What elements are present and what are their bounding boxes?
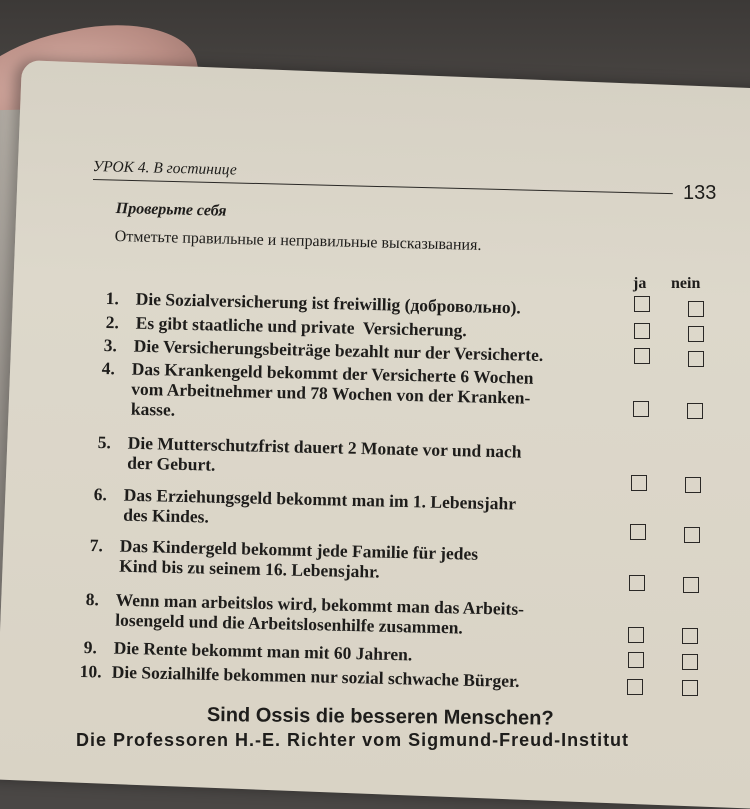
statement-text: Wenn man arbeitslos wird, bekommt man das Arbeits- losengeld und die Arbeitslosenhilfe zusammen. — [115, 589, 525, 638]
statement-text: Es gibt staatliche und private Versicherung. — [135, 312, 467, 341]
checkbox-nein-6[interactable] — [684, 527, 700, 543]
body-text-line: Die Professoren H.-E. Richter vom Sigmund-Freud-Institut — [76, 730, 630, 750]
checkbox-ja-1[interactable] — [634, 296, 650, 312]
checkbox-nein-9[interactable] — [682, 654, 698, 670]
checkbox-nein-10[interactable] — [682, 680, 698, 696]
checkbox-ja-7[interactable] — [629, 575, 645, 591]
column-label-ja: ja — [633, 275, 647, 292]
statement-4 — [101, 358, 534, 428]
checkbox-nein-3[interactable] — [688, 351, 704, 367]
checkbox-ja-2[interactable] — [634, 323, 650, 339]
statement-number: 10. — [79, 661, 102, 682]
statement-9 — [84, 637, 413, 664]
statement-number: 7. — [89, 535, 104, 556]
statement-text: Die Sozialhilfe bekommen nur sozial schwache Bürger. — [111, 661, 520, 691]
statement-number: 4. — [101, 358, 116, 379]
checkbox-nein-5[interactable] — [685, 477, 701, 493]
statement-number: 3. — [103, 335, 118, 356]
column-label-nein: nein — [671, 275, 701, 292]
checkbox-ja-5[interactable] — [631, 475, 647, 491]
subheading: Sind Ossis die besseren Menschen? — [206, 704, 554, 730]
statement-number: 6. — [93, 484, 108, 505]
statement-text: Das Erziehungsgeld bekommt man im 1. Lebensjahr des Kindes. — [123, 484, 517, 527]
statement-number: 1. — [105, 288, 120, 309]
statement-10 — [80, 661, 520, 691]
statement-text: Die Mutterschutzfrist dauert 2 Monate vor und nach der Geburt. — [127, 432, 522, 475]
statement-8 — [85, 589, 524, 639]
checkbox-ja-3[interactable] — [634, 348, 650, 364]
statement-number: 5. — [97, 432, 112, 453]
checkbox-nein-4[interactable] — [687, 403, 703, 419]
statement-number: 8. — [85, 589, 100, 610]
checkbox-ja-10[interactable] — [627, 679, 643, 695]
checkbox-nein-8[interactable] — [682, 628, 698, 644]
section-title: Проверьте себя — [115, 200, 227, 220]
running-head: УРОК 4. В гостинице — [92, 158, 237, 179]
checkbox-nein-7[interactable] — [683, 577, 699, 593]
statement-text: Die Versicherungsbeiträge bezahlt nur der Versicherte. — [133, 335, 544, 365]
statement-text: Das Kindergeld bekommt jede Familie für jedes Kind bis zu seinem 16. Lebensjahr. — [119, 535, 479, 582]
statement-number: 9. — [83, 637, 98, 658]
statement-number: 2. — [105, 312, 120, 333]
checkbox-nein-1[interactable] — [688, 301, 704, 317]
header-rule — [93, 179, 673, 194]
checkbox-ja-6[interactable] — [630, 524, 646, 540]
checkbox-ja-4[interactable] — [633, 401, 649, 417]
statement-text: Die Rente bekommt man mit 60 Jahren. — [113, 637, 413, 665]
checkbox-ja-9[interactable] — [628, 652, 644, 668]
statement-5 — [97, 432, 522, 482]
statement-6 — [93, 484, 516, 534]
instruction: Отметьте правильные и неправильные высказывания. — [114, 228, 482, 254]
checkbox-nein-2[interactable] — [688, 326, 704, 342]
statement-text: Das Krankengeld bekommt der Versicherte 6 Wochen vom Arbeitnehmer und 78 Wochen von der Kranken- kasse. — [130, 358, 534, 420]
checkbox-ja-8[interactable] — [628, 627, 644, 643]
page-number: 133 — [683, 182, 717, 204]
statement-text: Die Sozialversicherung ist freiwillig (добровольно). — [135, 288, 522, 318]
statement-7 — [89, 535, 478, 584]
